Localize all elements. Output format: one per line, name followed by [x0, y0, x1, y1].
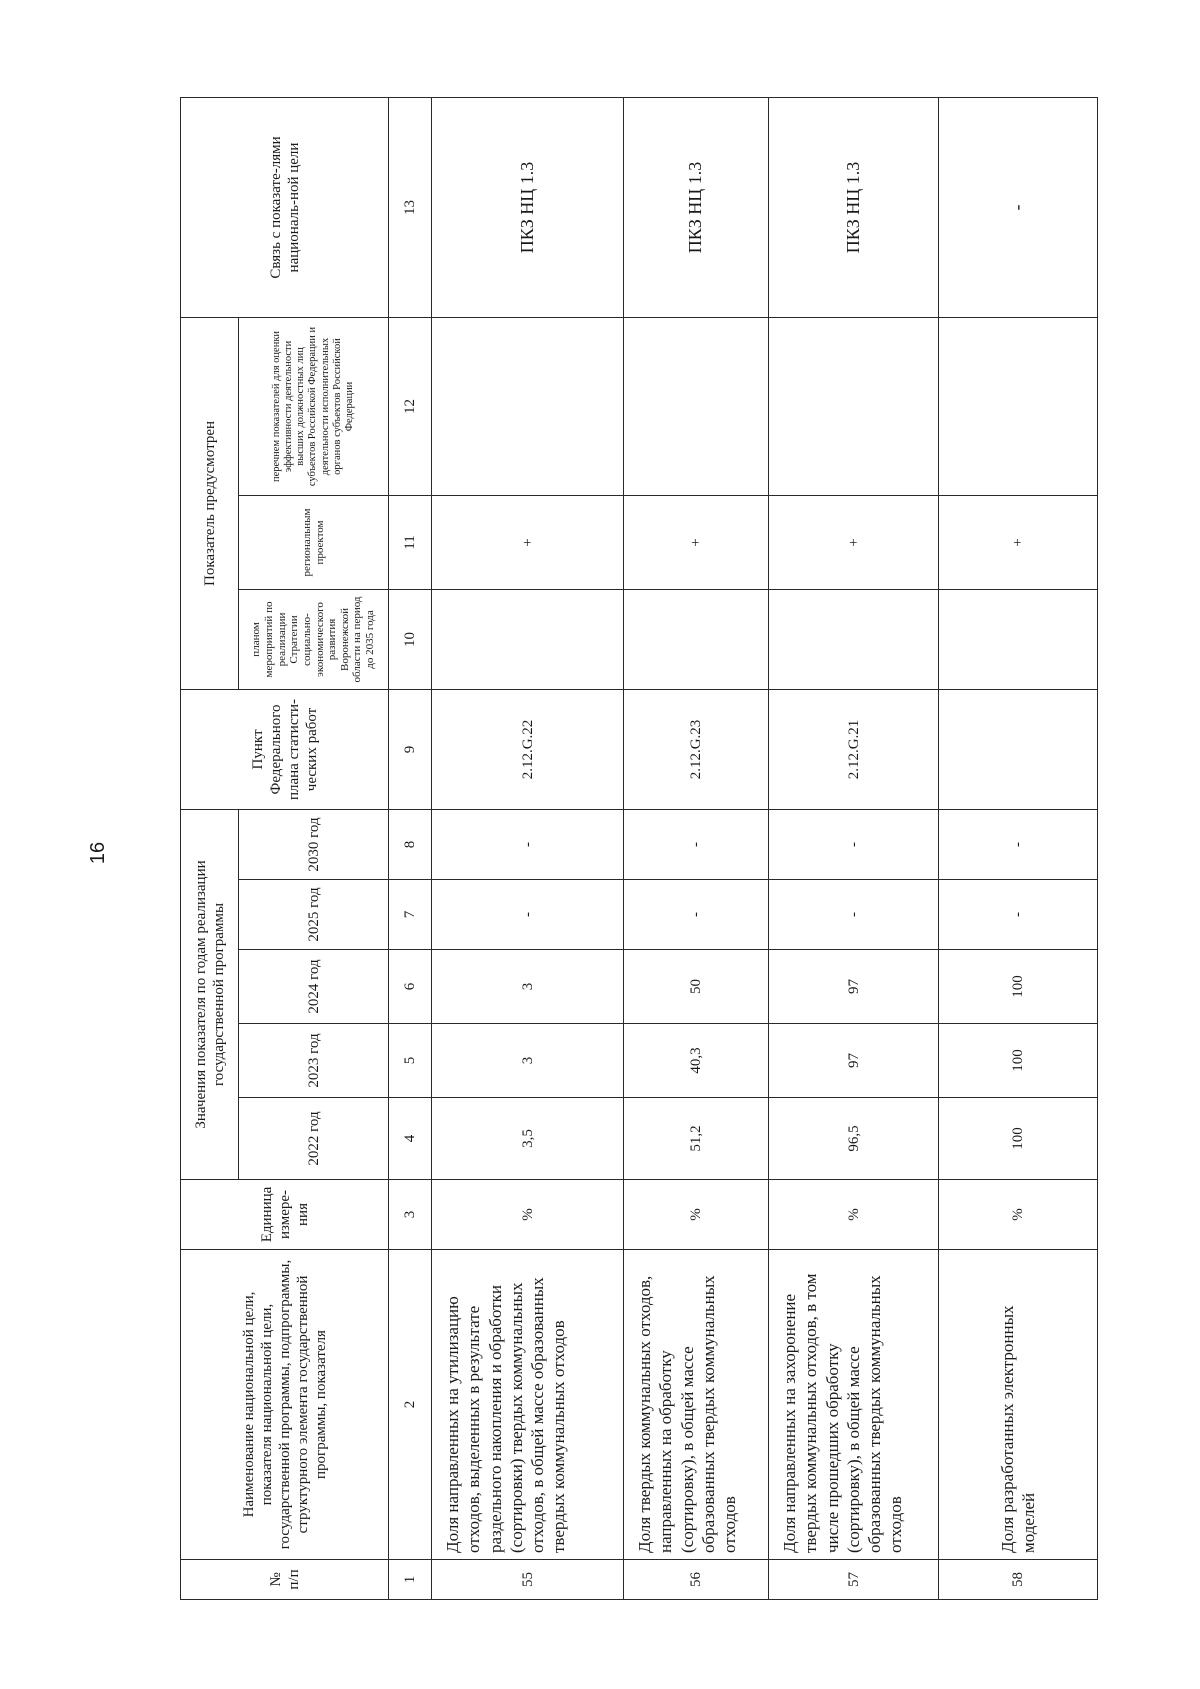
- column-number: 4: [389, 1098, 432, 1180]
- row-value-2030: -: [624, 809, 769, 879]
- row-performance-list: [769, 317, 939, 495]
- header-name: Наименование национальной цели, показателя национальной цели, государственной программы, подпрограммы, структурного элемента государственной программы, показателя: [181, 1250, 389, 1560]
- header-year-2022: 2022 год: [239, 1098, 389, 1180]
- row-strategy: [769, 589, 939, 689]
- row-num: 55: [432, 1560, 624, 1600]
- header-year-2025: 2025 год: [239, 880, 389, 950]
- table-row: [624, 97, 769, 1599]
- indicators-table-area: [180, 98, 1098, 1600]
- rotated-table: [180, 98, 1098, 1600]
- row-strategy: [624, 589, 769, 689]
- row-fed-plan: [939, 689, 1098, 809]
- row-value-2024: 100: [939, 950, 1098, 1024]
- column-number: 2: [389, 1250, 432, 1560]
- header-year-2024: 2024 год: [239, 950, 389, 1024]
- header-num: № п/п: [181, 1560, 389, 1600]
- row-name: Доля твердых коммунальных отходов, направленных на обработку (сортировку), в общей массе образованных твердых коммунальных отходов: [624, 1250, 769, 1560]
- row-regional: +: [939, 495, 1098, 589]
- row-unit: %: [624, 1180, 769, 1250]
- header-unit: Единица измере-ния: [181, 1180, 389, 1250]
- row-name: Доля направленных на захоронение твердых коммунальных отходов, в том числе прошедших обработку (сортировку), в общей массе образованных твердых коммунальных отходов: [769, 1250, 939, 1560]
- header-regional-project: региональным проектом: [239, 495, 389, 589]
- table-row: [939, 97, 1098, 1599]
- row-fed-plan: 2.12.G.22: [432, 689, 624, 809]
- row-regional: +: [624, 495, 769, 589]
- column-number: 7: [389, 880, 432, 950]
- row-fed-plan: 2.12.G.23: [624, 689, 769, 809]
- header-performance-list: перечнем показателей для оценки эффективности деятельности высших должностных лиц субъектов Российской Федерации и деятельности исполнительных органов субъектов Российской Федерации: [239, 317, 389, 495]
- row-value-2024: 50: [624, 950, 769, 1024]
- column-number: 13: [389, 97, 432, 317]
- row-value-2023: 40,3: [624, 1024, 769, 1098]
- row-value-2023: 97: [769, 1024, 939, 1098]
- column-number: 9: [389, 689, 432, 809]
- column-number: 11: [389, 495, 432, 589]
- row-regional: +: [432, 495, 624, 589]
- header-provided-group: Показатель предусмотрен: [181, 317, 239, 689]
- row-num: 58: [939, 1560, 1098, 1600]
- row-value-2024: 3: [432, 950, 624, 1024]
- row-unit: %: [432, 1180, 624, 1250]
- row-link: -: [939, 97, 1098, 317]
- table-row: [432, 97, 624, 1599]
- row-value-2022: 100: [939, 1098, 1098, 1180]
- column-number: 10: [389, 589, 432, 689]
- row-value-2022: 96,5: [769, 1098, 939, 1180]
- row-value-2025: -: [432, 880, 624, 950]
- column-number: 1: [389, 1560, 432, 1600]
- header-strategy-plan: планом мероприятий по реализации Стратегии социально-экономического развития Воронежской области на период до 2035 года: [239, 589, 389, 689]
- column-number: 6: [389, 950, 432, 1024]
- row-strategy: [432, 589, 624, 689]
- indicators-table: [180, 97, 1098, 1600]
- row-value-2023: 100: [939, 1024, 1098, 1098]
- header-fed-plan: Пункт Федерального плана статисти-ческих работ: [181, 689, 389, 809]
- row-value-2025: -: [624, 880, 769, 950]
- row-performance-list: [432, 317, 624, 495]
- row-link: ПКЗ НЦ 1.3: [624, 97, 769, 317]
- column-number: 5: [389, 1024, 432, 1098]
- row-value-2024: 97: [769, 950, 939, 1024]
- row-value-2025: -: [769, 880, 939, 950]
- row-link: ПКЗ НЦ 1.3: [432, 97, 624, 317]
- row-unit: %: [769, 1180, 939, 1250]
- page-number: 16: [86, 841, 109, 865]
- row-name: Доля разработанных электронных моделей: [939, 1250, 1098, 1560]
- row-value-2030: -: [939, 809, 1098, 879]
- row-unit: %: [939, 1180, 1098, 1250]
- row-performance-list: [939, 317, 1098, 495]
- row-value-2022: 51,2: [624, 1098, 769, 1180]
- column-number: 3: [389, 1180, 432, 1250]
- column-number: 12: [389, 317, 432, 495]
- header-year-2023: 2023 год: [239, 1024, 389, 1098]
- table-row: [769, 97, 939, 1599]
- row-value-2030: -: [432, 809, 624, 879]
- header-year-2030: 2030 год: [239, 809, 389, 879]
- row-num: 57: [769, 1560, 939, 1600]
- row-fed-plan: 2.12.G.21: [769, 689, 939, 809]
- column-number: 8: [389, 809, 432, 879]
- row-value-2023: 3: [432, 1024, 624, 1098]
- row-name: Доля направленных на утилизацию отходов, выделенных в результате раздельного накопления и обработки (сортировки) твердых коммунальных отходов, в общей массе образованных твердых коммунальных отходов: [432, 1250, 624, 1560]
- row-num: 56: [624, 1560, 769, 1600]
- row-regional: +: [769, 495, 939, 589]
- row-value-2025: -: [939, 880, 1098, 950]
- row-strategy: [939, 589, 1098, 689]
- row-performance-list: [624, 317, 769, 495]
- row-value-2030: -: [769, 809, 939, 879]
- row-link: ПКЗ НЦ 1.3: [769, 97, 939, 317]
- header-link: Связь с показате-лями националь-ной цели: [181, 97, 389, 317]
- row-value-2022: 3,5: [432, 1098, 624, 1180]
- header-values-group: Значения показателя по годам реализации государственной программы: [181, 809, 239, 1179]
